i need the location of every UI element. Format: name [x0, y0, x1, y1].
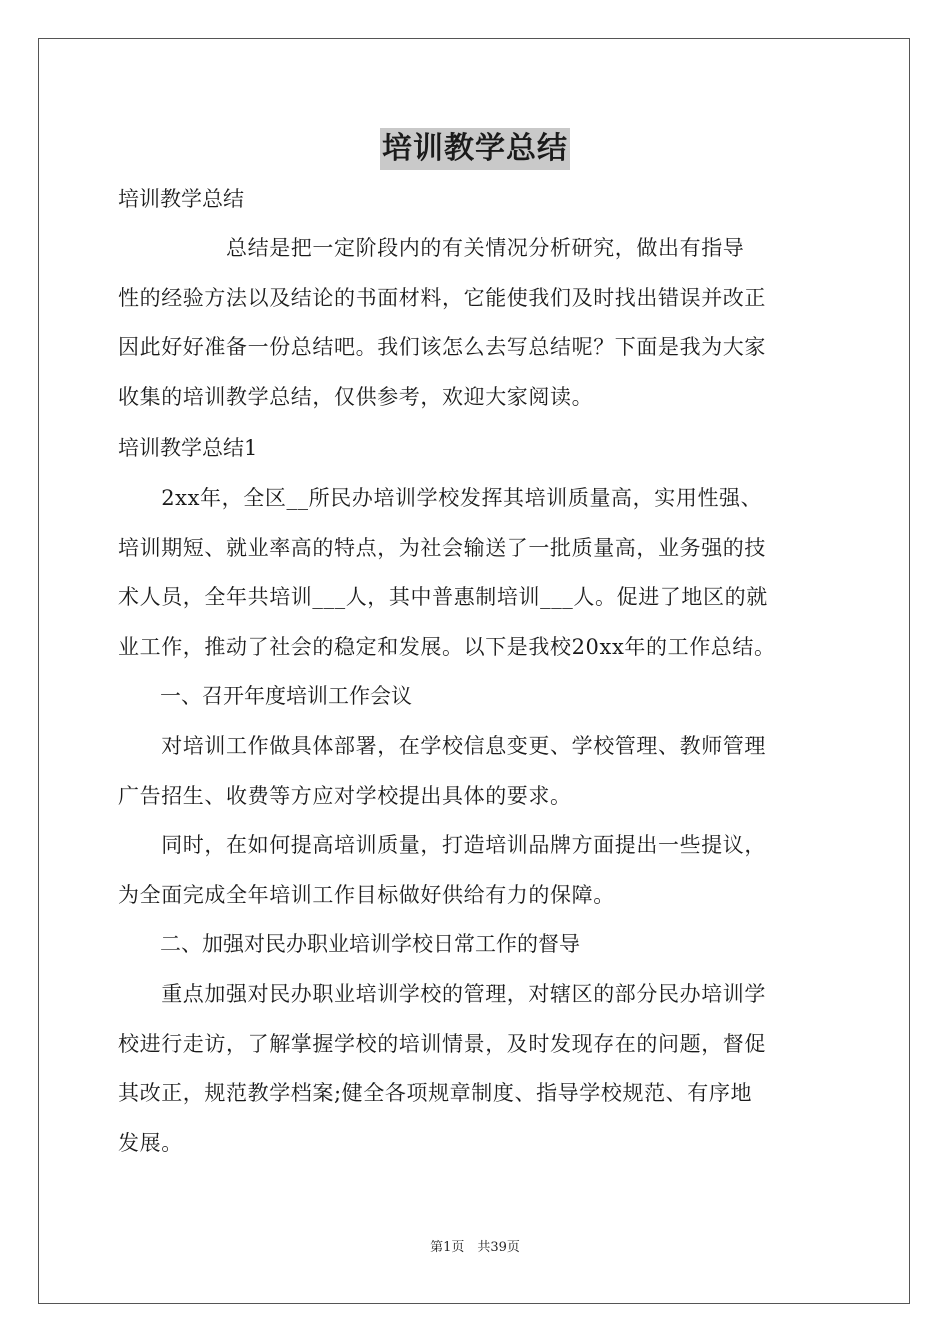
paragraph-line: 性的经验方法以及结论的书面材料，它能使我们及时找出错误并改正	[118, 285, 766, 310]
paragraph-line: 广告招生、收费等方应对学校提出具体的要求。	[118, 783, 572, 808]
paragraph-line: 培训期短、就业率高的特点，为社会输送了一批质量高，业务强的技	[118, 535, 766, 560]
intro-paragraph	[118, 224, 834, 422]
title-container	[0, 128, 950, 170]
heading-2: 二、加强对民办职业培训学校日常工作的督导	[118, 932, 580, 956]
paragraph-line: 重点加强对民办职业培训学校的管理，对辖区的部分民办培训学	[118, 982, 766, 1006]
paragraph-line: 发展。	[118, 1130, 183, 1155]
paragraph-line: 同时，在如何提高培训质量，打造培训品牌方面提出一些提议，	[118, 833, 766, 857]
paragraph-line: 业工作，推动了社会的稳定和发展。以下是我校20xx年的工作总结。	[118, 634, 776, 659]
document-subtitle: 培训教学总结	[118, 187, 244, 211]
body-paragraph-4	[118, 970, 834, 1168]
body-paragraph-1	[118, 474, 834, 672]
paragraph-line: 术人员，全年共培训___人，其中普惠制培训___人。促进了地区的就	[118, 585, 768, 609]
page-footer: 第1页 共39页	[430, 1240, 520, 1255]
paragraph-line: 总结是把一定阶段内的有关情况分析研究，做出有指导	[118, 236, 745, 260]
paragraph-line: 其改正，规范教学档案;健全各项规章制度、指导学校规范、有序地	[118, 1081, 753, 1105]
paragraph-line: 校进行走访，了解掌握学校的培训情景，及时发现存在的问题，督促	[118, 1031, 766, 1056]
heading-1: 一、召开年度培训工作会议	[118, 684, 412, 708]
paragraph-line: 收集的培训教学总结，仅供参考，欢迎大家阅读。	[118, 384, 594, 409]
paragraph-line: 对培训工作做具体部署，在学校信息变更、学校管理、教师管理	[118, 734, 766, 758]
body-paragraph-2	[118, 722, 834, 821]
paragraph-line: 为全面完成全年培训工作目标做好供给有力的保障。	[118, 882, 615, 907]
paragraph-line: 2xx年，全区__所民办培训学校发挥其培训质量高，实用性强、	[118, 486, 763, 510]
paragraph-line: 因此好好准备一份总结吧。我们该怎么去写总结呢？下面是我为大家	[118, 335, 766, 359]
body-paragraph-3	[118, 821, 834, 920]
document-title: 培训教学总结	[380, 128, 570, 170]
section-title: 培训教学总结1	[118, 436, 258, 460]
